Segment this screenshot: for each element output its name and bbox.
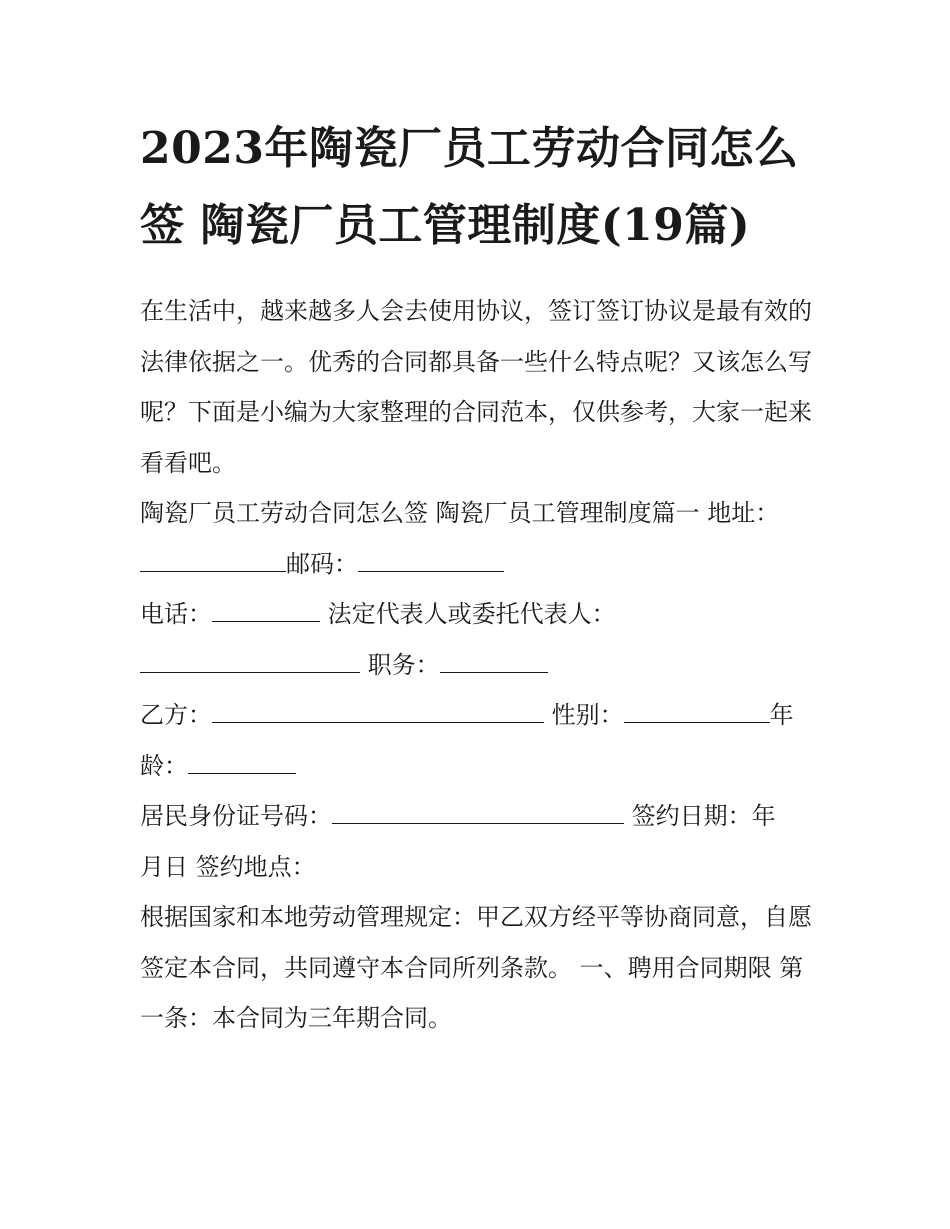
phone-blank[interactable] bbox=[212, 591, 320, 622]
legal-rep-blank[interactable] bbox=[140, 642, 360, 673]
party-b-label: 乙方： bbox=[140, 701, 212, 729]
document-title: 2023年陶瓷厂员工劳动合同怎么签 陶瓷厂员工管理制度(19篇) bbox=[140, 123, 799, 251]
position-blank[interactable] bbox=[440, 642, 548, 673]
sign-location-line: 月日 签约地点： bbox=[140, 852, 316, 881]
position-label: 职务： bbox=[367, 650, 440, 679]
phone-label: 电话： bbox=[140, 600, 212, 628]
legal-rep-label: 法定代表人或委托代表人： bbox=[327, 600, 616, 628]
gender-label: 性别： bbox=[551, 701, 624, 729]
address-postcode-line bbox=[140, 539, 815, 590]
address-blank[interactable] bbox=[140, 541, 286, 572]
party-b-gender-line bbox=[140, 690, 815, 741]
postcode-label: 邮码： bbox=[286, 549, 358, 578]
legal-rep-position-line bbox=[140, 640, 815, 691]
id-number-label: 居民身份证号码： bbox=[140, 802, 332, 830]
age-label-part2: 龄： bbox=[140, 751, 188, 780]
age-blank[interactable] bbox=[188, 743, 296, 774]
sign-date-label: 签约日期：年 bbox=[631, 802, 776, 830]
gender-blank[interactable] bbox=[624, 692, 770, 723]
phone-legal-rep-line bbox=[140, 589, 815, 640]
id-sign-date-line bbox=[140, 791, 815, 842]
id-number-blank[interactable] bbox=[332, 793, 624, 824]
body-paragraph: 根据国家和本地劳动管理规定：甲乙双方经平等协商同意，自愿签定本合同，共同遵守本合同所列条款。 一、聘用合同期限 第一条：本合同为三年期合同。 bbox=[140, 903, 812, 1032]
age-line bbox=[140, 741, 815, 792]
age-label-part1: 年 bbox=[769, 701, 794, 729]
party-b-blank[interactable] bbox=[212, 692, 544, 723]
document-page bbox=[140, 110, 815, 1044]
intro-paragraph: 在生活中，越来越多人会去使用协议，签订签订协议是最有效的法律依据之一。优秀的合同都具备一些什么特点呢？又该怎么写呢？下面是小编为大家整理的合同范本，仅供参考，大家一起来看看吧。 bbox=[140, 297, 812, 477]
postcode-blank[interactable] bbox=[358, 541, 504, 572]
section-heading: 陶瓷厂员工劳动合同怎么签 陶瓷厂员工管理制度篇一 地址： bbox=[140, 499, 780, 527]
